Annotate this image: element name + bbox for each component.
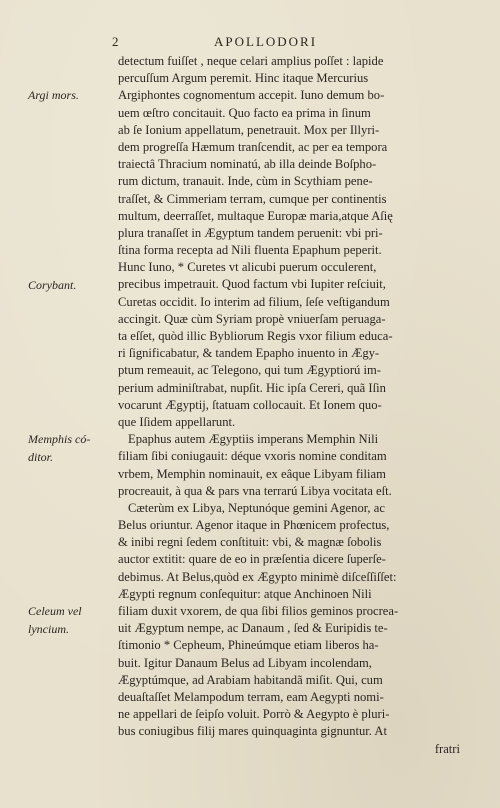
text-line: multum, deerraſſet, multaque Europæ maria,atque Aſię [118,208,393,223]
text-line: procreauit, à qua & pars vna terrarú Libya vocitata eſt. [118,483,392,498]
text-line: vocarunt Ægyptij, ſtatuam collocauit. Et Ionem quo- [118,397,382,412]
text-line: detectum fuiſſet , neque celari amplius poſſet : lapide [118,54,384,68]
text-line: Cæterùm ex Libya, Neptunóque gemini Agenor, ac [128,500,385,515]
text-line: filiam duxit vxorem, de qua ſibi filios geminos procrea- [118,604,399,618]
text-line: uem œſtro concitauit. Quo facto ea prima in ſinum [118,105,371,120]
text-line: Hunc Iuno, * Curetes vt alicubi puerum occulerent, [118,260,377,275]
text-line: ab ſe Ionium appellatum, penetrauit. Mox per Illyri- [118,122,380,137]
text-line: traiectâ Thracium nominatú, ab illa deinde Boſpho- [118,157,377,172]
text-line: Ægypti regnum conſequitur: atque Anchinoen Nili [118,586,372,601]
text-line: precibus impetrauit. Quod factum vbi Iupiter reſciuit, [118,277,386,292]
text-line: perium adminiſtrabat, nupſit. Hic ipſa Cereri, quã Iſin [118,380,386,395]
text-line: filiam ſibi coniugauit: déque vxoris nomine conditam [118,449,387,464]
text-line: ſtina forma recepta ad Nili fluenta Epaphum peperit. [118,243,382,258]
text-line: accingit. Quæ cùm Syriam propè vniuerſam peruaga- [118,311,386,326]
text-line: auctor extitit: quare de eo in præſentia dicere ſuperſe- [118,552,386,567]
margin-note: Celeum vel [28,604,82,619]
margin-note: Memphis có- [28,432,91,447]
text-line: & inibi regni ſedem conſtituit: vbi, & magnæ ſobolis [118,535,382,550]
margin-note: ditor. [28,449,54,464]
text-line: ne appellari de ſeipſo voluit. Porrò & Aegypto è pluri- [118,707,390,722]
page-mark: 2 [112,34,119,49]
text-line: Ægyptúmque, ad Arabiam habitandã miſit. Qui, cum [118,672,383,687]
text-line: que Iſidem appellarunt. [118,414,236,429]
text-line: traſſet, & Cimmeriam terram, cumque per continentis [118,191,387,206]
text-line: buit. Igitur Danaum Belus ad Libyam incolendam, [118,655,372,670]
page-header [0,34,500,54]
margin-note: lyncium. [28,621,69,636]
text-line: ta eſſet, quòd illic Bybliorum Regis vxor filium educa- [118,329,393,343]
margin-note: Argi mors. [28,88,79,103]
text-line: ptum remeauit, ac Telegono, qui tum Ægyptiorú im- [118,363,381,378]
text-line: vrbem, Memphin nominauit, ex eâque Libyam filiam [118,466,386,481]
text-line: Epaphus autem Ægyptiis imperans Memphin Nili [128,432,379,447]
text-line: uit Ægyptum nempe, ac Danaum , ſed & Euripidis te- [118,621,388,636]
text-line: Curetas occidit. Io interim ad filium, ſeſe veſtigandum [118,294,390,309]
text-line: Belus oriuntur. Agenor itaque in Phœnicem profectus, [118,518,390,533]
text-line: deuaſtaſſet Melampodum terram, eam Aegypti nomi- [118,689,384,704]
text-line: dem progreſſa Hæmum tranſcendit, ac per ea tempora [118,139,388,154]
text-line: plura tranaſſet in Ægyptum tandem peruenit: vbi pri- [118,225,383,240]
running-title: APOLLODORI [214,34,318,49]
text-line: debimus. At Belus,quòd ex Ægypto minimè diſceſſiſſet: [118,569,397,584]
text-line: bus coniugibus filij mares quinquaginta gignuntur. At [118,724,387,739]
text-line: ri ſignificabatur, & tandem Epapho inuento in Ægy- [118,346,380,361]
text-line: percuſſum Argum peremit. Hinc itaque Mercurius [118,71,369,86]
main-text-block [118,53,460,758]
text-line: Argiphontes cognomentum accepit. Iuno demum bo- [118,88,385,103]
catchword: fratri [434,741,460,756]
text-line: ſtimonio * Cepheum, Phineúmque etiam liberos ha- [118,638,379,653]
margin-note: Corybant. [28,277,77,292]
text-line: rum dictum, tranauit. Inde, cùm in Scythiam pene- [118,174,373,189]
